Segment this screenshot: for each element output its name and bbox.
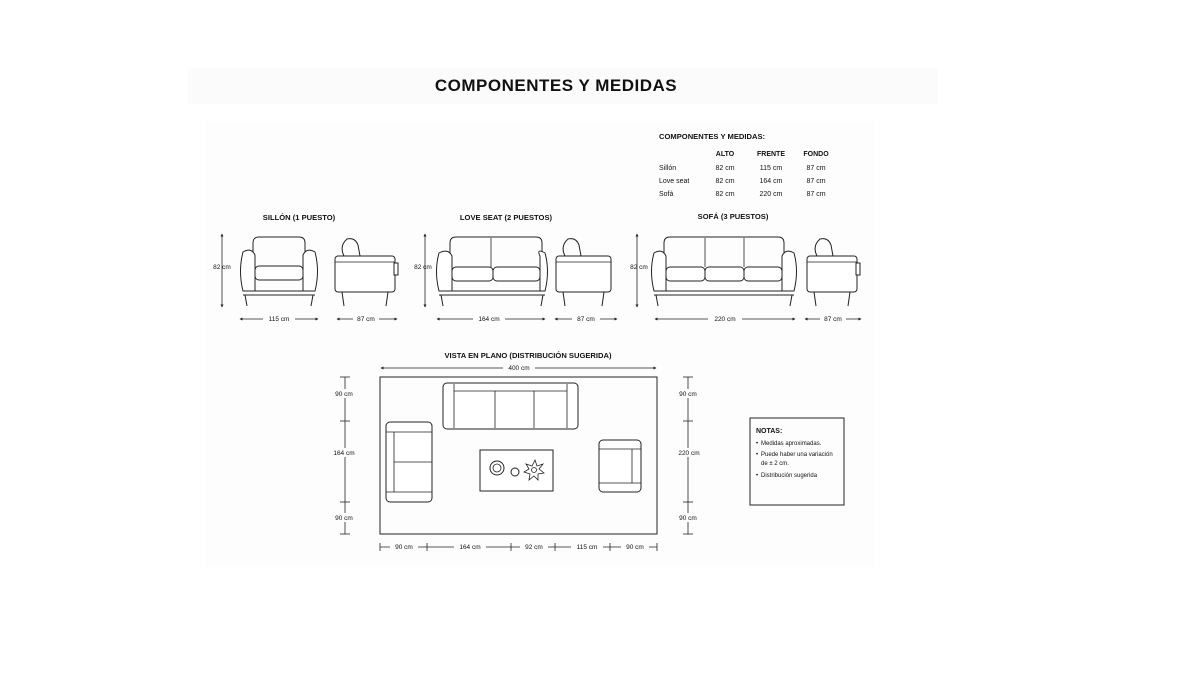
sillon-side-view bbox=[335, 239, 398, 306]
plan-coffee-table bbox=[480, 450, 553, 491]
plan-right-label-1: 90 cm bbox=[679, 391, 697, 398]
table-header-frente: FRENTE bbox=[757, 151, 785, 158]
table-cell: 87 cm bbox=[806, 178, 826, 185]
measurements-table bbox=[659, 132, 829, 198]
table-cell: 82 cm bbox=[715, 178, 735, 185]
loveseat-title: LOVE SEAT (2 PUESTOS) bbox=[459, 213, 553, 222]
plan-bottom-label-2: 164 cm bbox=[459, 544, 481, 551]
loveseat-width-label: 164 cm bbox=[478, 316, 500, 323]
loveseat-front-view bbox=[437, 237, 548, 306]
sofa-height-label: 82 cm bbox=[630, 264, 648, 271]
sofa-group bbox=[630, 212, 861, 323]
table-cell: 87 cm bbox=[806, 191, 826, 198]
table-cell: 115 cm bbox=[759, 165, 783, 172]
spec-sheet bbox=[205, 121, 875, 567]
table-row-name: Sillón bbox=[659, 165, 677, 172]
table-header-fondo: FONDO bbox=[803, 151, 829, 158]
title-banner bbox=[188, 68, 938, 104]
note-item-1: Medidas aproximadas. bbox=[761, 441, 822, 447]
spec-drawing bbox=[205, 121, 875, 567]
plan-right-label-2: 220 cm bbox=[678, 450, 700, 457]
table-cell: 220 cm bbox=[759, 191, 783, 198]
plan-bottom-label-1: 90 cm bbox=[395, 544, 413, 551]
page-title: COMPONENTES Y MEDIDAS bbox=[434, 76, 678, 95]
loveseat-side-view bbox=[556, 239, 611, 306]
plan-right-label-3: 90 cm bbox=[679, 515, 697, 522]
plan-armchair bbox=[599, 440, 641, 492]
plan-left-label-3: 90 cm bbox=[335, 515, 353, 522]
sofa-width-label: 220 cm bbox=[714, 316, 736, 323]
plan-title: VISTA EN PLANO (DISTRIBUCIÓN SUGERIDA) bbox=[444, 351, 612, 360]
sillon-height-label: 82 cm bbox=[213, 264, 231, 271]
table-row-name: Sofá bbox=[659, 191, 674, 198]
plan-loveseat bbox=[386, 422, 432, 502]
plan-bottom-label-5: 90 cm bbox=[626, 544, 644, 551]
svg-text:•: • bbox=[756, 441, 759, 447]
sofa-front-view bbox=[652, 237, 797, 306]
sillon-front-view bbox=[241, 237, 318, 306]
note-item-2b: de ± 2 cm. bbox=[761, 461, 789, 467]
loveseat-height-label: 82 cm bbox=[414, 264, 432, 271]
plan-top-label: 400 cm bbox=[508, 365, 530, 372]
sillon-depth-label: 87 cm bbox=[357, 316, 375, 323]
table-row-name: Love seat bbox=[659, 178, 690, 185]
table-cell: 82 cm bbox=[715, 165, 735, 172]
table-cell: 87 cm bbox=[806, 165, 826, 172]
sofa-side-view bbox=[807, 239, 860, 306]
plan-left-label-2: 164 cm bbox=[333, 450, 355, 457]
table-cell: 164 cm bbox=[759, 178, 783, 185]
loveseat-group bbox=[414, 213, 617, 323]
sofa-depth-label: 87 cm bbox=[824, 316, 842, 323]
svg-text:•: • bbox=[756, 473, 759, 479]
sillon-width-label: 115 cm bbox=[268, 316, 290, 323]
sillon-group bbox=[213, 213, 398, 323]
plan-bottom-label-4: 115 cm bbox=[576, 544, 598, 551]
table-cell: 82 cm bbox=[715, 191, 735, 198]
plan-bottom-label-3: 92 cm bbox=[525, 544, 543, 551]
note-item-3: Distribución sugerida bbox=[761, 473, 818, 479]
table-title: COMPONENTES Y MEDIDAS: bbox=[659, 132, 766, 141]
plan-left-label-1: 90 cm bbox=[335, 391, 353, 398]
floor-plan bbox=[329, 351, 705, 551]
notes-title: NOTAS: bbox=[756, 428, 783, 435]
note-item-2: Puede haber una variación bbox=[761, 452, 833, 458]
svg-text:•: • bbox=[756, 452, 759, 458]
table-header-alto: ALTO bbox=[715, 151, 735, 158]
plan-sofa bbox=[443, 383, 578, 429]
sillon-title: SILLÓN (1 PUESTO) bbox=[262, 213, 336, 222]
loveseat-depth-label: 87 cm bbox=[577, 316, 595, 323]
sofa-title: SOFÁ (3 PUESTOS) bbox=[697, 212, 769, 221]
notes-box bbox=[750, 418, 844, 505]
